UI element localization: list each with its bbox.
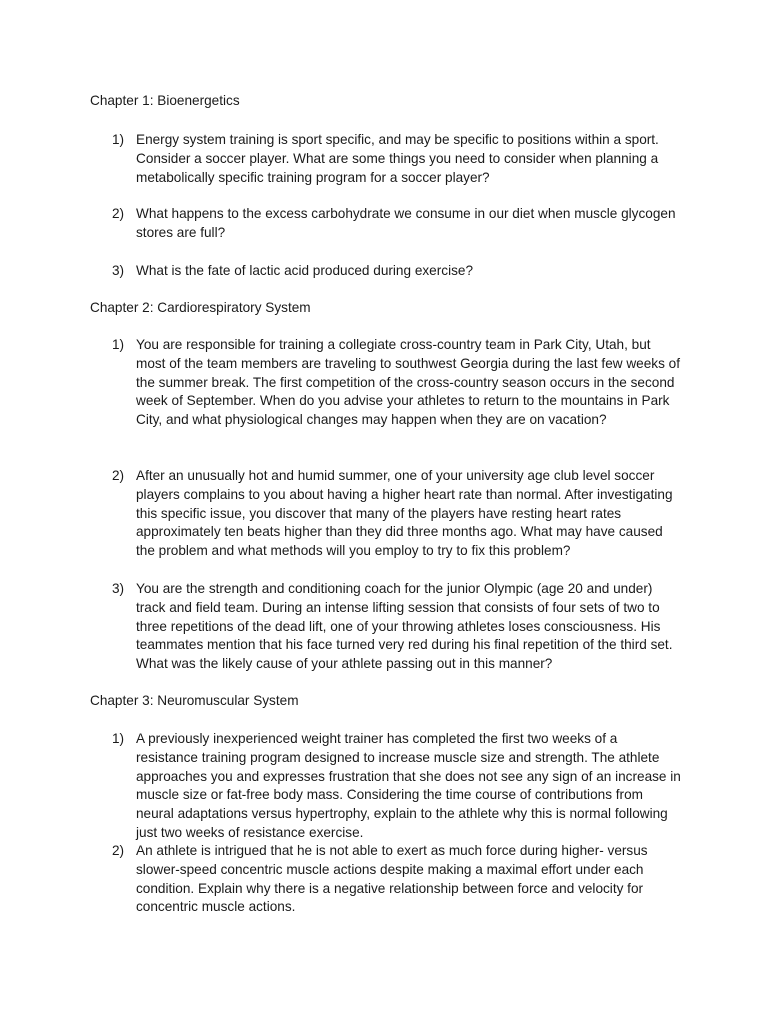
question-text: What happens to the excess carbohydrate we consume in our diet when muscle glycogen stores are full? <box>136 206 676 240</box>
chapter-1-heading <box>90 92 690 111</box>
question-number: 1) <box>112 132 125 147</box>
chapter-3-heading <box>90 692 690 711</box>
question-text: You are the strength and conditioning coach for the junior Olympic (age 20 and under) track and field team. During an intense lifting session that consists of four sets of two to three repetitions of the dead lift, one of your throwing athletes loses consciousness. His teammates mention that his face turned very red during his final repetition of the third set. What was the likely cause of your athlete passing out in this manner? <box>136 581 673 672</box>
question-number: 1) <box>112 731 125 746</box>
question-text: An athlete is intrigued that he is not able to exert as much force during higher- versus slower-speed concentric muscle actions despite making a maximal effort under each condition. Explain why there is a negative relationship between force and velocity for concentric muscle actions. <box>136 843 648 915</box>
chapter-title: Chapter 3: Neuromuscular System <box>90 693 299 708</box>
question-number: 2) <box>112 206 125 221</box>
question-text: You are responsible for training a collegiate cross-country team in Park City, Utah, but most of the team members are traveling to southwest Georgia during the last few weeks of the summer break. The first competition of the cross-country season occurs in the second week of September. When do you advise your athletes to return to the mountains in Park City, and what physiological changes may happen when they are on vacation? <box>136 337 681 428</box>
chapter-title: Chapter 2: Cardiorespiratory System <box>90 300 311 315</box>
question-number: 2) <box>112 843 125 858</box>
chapter-2-heading <box>90 299 690 318</box>
question-number: 3) <box>112 581 125 596</box>
question-text: Energy system training is sport specific, and may be specific to positions within a sport. Consider a soccer player. What are some things you need to consider when planning a metabolically specific training program for a soccer player? <box>136 132 659 185</box>
question-number: 3) <box>112 263 125 278</box>
question-text: After an unusually hot and humid summer, one of your university age club level soccer players complains to you about having a higher heart rate than normal. After investigating this specific issue, you discover that many of the players have resting heart rates approximately ten beats higher than they did three months ago. What may have caused the problem and what methods will you employ to try to fix this problem? <box>136 468 673 559</box>
chapter-title: Chapter 1: Bioenergetics <box>90 93 240 108</box>
question-text: A previously inexperienced weight trainer has completed the first two weeks of a resistance training program designed to increase muscle size and strength. The athlete approaches you and expresses frustration that she does not see any sign of an increase in muscle size or fat-free body mass. Considering the time course of contributions from neural adaptations versus hypertrophy, explain to the athlete why this is normal following just two weeks of resistance exercise. <box>136 731 681 840</box>
question-number: 1) <box>112 337 125 352</box>
question-text: What is the fate of lactic acid produced during exercise? <box>136 263 474 278</box>
question-number: 2) <box>112 468 125 483</box>
